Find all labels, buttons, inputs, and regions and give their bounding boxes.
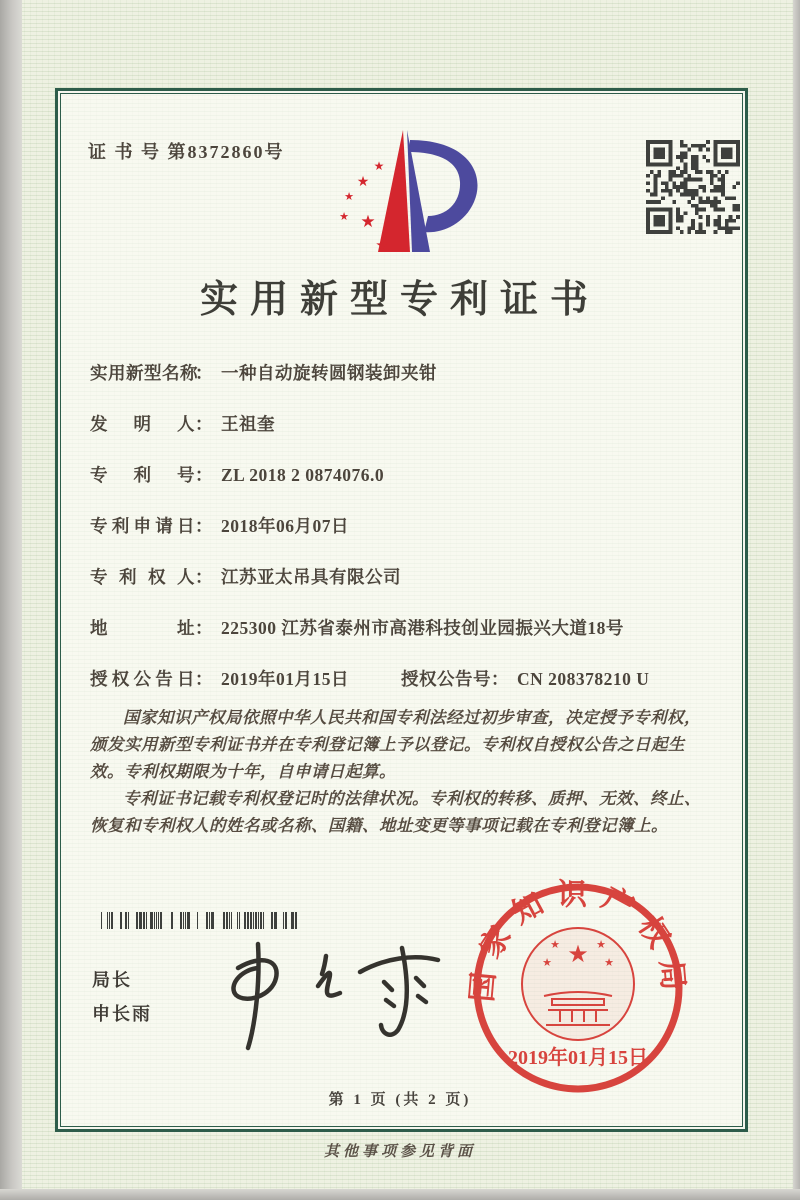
svg-text:★: ★: [339, 210, 349, 223]
back-side-note: 其他事项参见背面: [323, 1144, 476, 1160]
grant-date-value: 2019年01月15日: [221, 669, 349, 689]
grant-no-value: CN 208378210 U: [517, 669, 650, 689]
legal-paragraph-2: 专利证书记载专利权登记时的法律状况。专利权的转移、质押、无效、终止、恢复和专利权人的姓名或名称、国籍、地址变更等事项记载在专利登记簿上。: [90, 789, 701, 835]
grant-no-group: [401, 669, 649, 689]
legal-text: [90, 704, 714, 839]
seal-text: 国家知识产权局: [468, 878, 688, 1004]
svg-text:★: ★: [542, 956, 552, 969]
field-value: 2018年06月07日: [221, 516, 349, 536]
field-colon: ：: [195, 414, 213, 434]
legal-paragraph-1: 国家知识产权局依照中华人民共和国专利法经过初步审查，决定授予专利权，颁发实用新型专利证书并在专利登记簿上予以登记。专利权自授权公告之日起生效。专利权期限为十年，自申请日起算。: [90, 708, 701, 781]
field-label: 实用新型名称: [90, 363, 198, 383]
photo-edge-right: [793, 0, 800, 1200]
field-label: 专利号: [90, 465, 195, 485]
field-label: 专利申请日: [90, 516, 195, 536]
field-row-address: [90, 615, 740, 666]
svg-text:★: ★: [604, 956, 614, 969]
field-value: 江苏亚太吊具有限公司: [221, 567, 401, 587]
photo-edge-left: [0, 0, 22, 1200]
field-row-patentee: [90, 564, 740, 615]
svg-text:★: ★: [360, 212, 376, 232]
page-number: 第 1 页 (共 2 页): [328, 1092, 472, 1108]
field-value: 一种自动旋转圆钢装卸夹钳: [221, 363, 437, 383]
seal-date: 2019年01月15日: [508, 1047, 648, 1069]
svg-text:★: ★: [344, 190, 354, 203]
field-value: 225300 江苏省泰州市高港科技创业园振兴大道18号: [221, 618, 624, 638]
cnipa-logo-icon: [330, 126, 480, 260]
field-colon: ：: [195, 516, 213, 536]
svg-text:★: ★: [567, 940, 589, 968]
field-colon: ：: [195, 618, 213, 638]
svg-text:★: ★: [373, 159, 385, 173]
field-colon: ：: [195, 465, 213, 485]
field-colon: ：: [491, 669, 509, 689]
svg-text:★: ★: [375, 236, 389, 254]
field-colon: ：: [195, 669, 213, 689]
director-name: 申长雨: [92, 1004, 152, 1024]
field-value: 王祖奎: [221, 414, 275, 434]
director-title: 局长: [92, 970, 132, 990]
field-colon: ：: [195, 567, 213, 587]
grant-no-label: 授权公告号: [401, 669, 491, 689]
photo-edge-bottom: [0, 1189, 800, 1200]
barcode-icon: [90, 912, 305, 929]
field-label: 地址: [90, 618, 195, 638]
field-row-patent-no: [90, 462, 740, 513]
svg-text:★: ★: [550, 938, 560, 951]
field-row-inventor: [90, 411, 740, 462]
national-emblem-red-seal-icon: [468, 878, 688, 1098]
svg-text:★: ★: [596, 938, 606, 951]
field-label: 发明人: [90, 414, 195, 434]
field-value: ZL 2018 2 0874076.0: [221, 465, 385, 485]
handwritten-signature-icon: [200, 938, 470, 1053]
certificate-fields: [90, 360, 740, 717]
qr-code-icon: [646, 140, 740, 234]
certificate-number: 证 书 号 第8372860号: [88, 142, 285, 162]
field-colon: ：: [195, 363, 213, 383]
field-row-filing-date: [90, 513, 740, 564]
svg-text:★: ★: [356, 174, 370, 190]
field-label: 授权公告日: [90, 669, 195, 689]
field-label: 专利权人: [90, 567, 195, 587]
certificate-title: 实用新型专利证书: [199, 279, 600, 321]
field-row-name: [90, 360, 740, 411]
